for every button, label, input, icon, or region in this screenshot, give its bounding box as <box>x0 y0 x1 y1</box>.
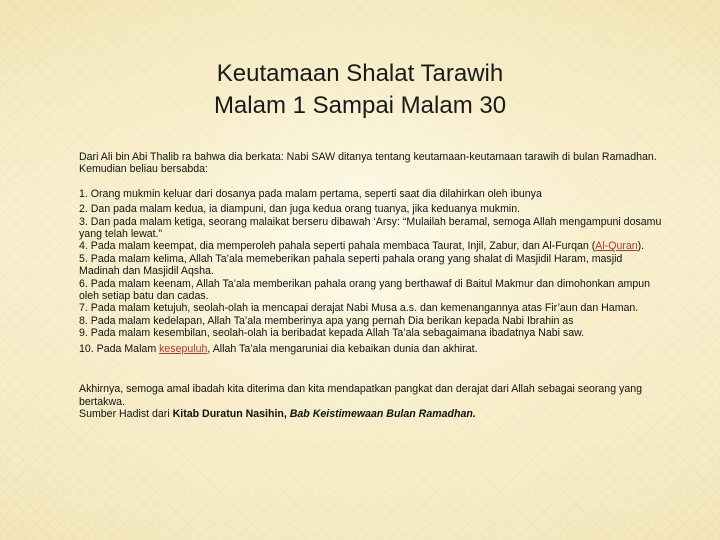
al-quran-link[interactable]: Al-Quran <box>595 240 638 253</box>
list-item-10-text: 10. Pada Malam <box>79 342 160 355</box>
list-item-5: 5. Pada malam kelima, Allah Ta’ala memeberikan pahala seperti pahala orang yang shalat di Masjidil Haram, masjid Madinah dan Masjidil Aqsha. <box>79 252 623 278</box>
source-chapter: Bab Keistimewaan Bulan Ramadhan. <box>286 407 476 420</box>
intro-paragraph: Dari Ali bin Abi Thalib ra bahwa dia berkata: Nabi SAW ditanya tentang keutamaan-keutamaan tarawih di bulan Ramadhan. Kemudian beliau bersabda: <box>79 151 657 176</box>
source-line <box>79 408 664 420</box>
list-item-2: 2. Dan pada malam kedua, ia diampuni, dan juga kedua orang tuanya, jika keduanya mukmin. <box>79 203 521 216</box>
page-title <box>0 58 720 122</box>
list-item-6: 6. Pada malam keenam, Allah Ta’ala memberikan pahala orang yang berthawaf di Baitul Makmur dan dimohonkan ampun oleh setiap batu dan cadas. <box>79 277 651 303</box>
list-item-9: 9. Pada malam kesembilan, seolah-olah ia beribadat kepada Allah Ta’ala sebagaimana ibadatnya Nabi saw. <box>79 327 585 340</box>
kesepuluh-link[interactable]: kesepuluh <box>159 342 208 355</box>
list-item-4-end: ). <box>637 240 645 253</box>
title-line-2: Malam 1 Sampai Malam 30 <box>213 92 507 119</box>
content-body <box>79 151 664 420</box>
closing-paragraph: Akhirnya, semoga amal ibadah kita diterima dan kita mendapatkan pangkat dan derajat dari Allah sebagai seorang yang bertakwa. <box>79 383 643 408</box>
source-book: Kitab Duratun Nasihin, <box>172 407 287 420</box>
list-item-1: 1. Orang mukmin keluar dari dosanya pada malam pertama, seperti saat dia dilahirkan oleh ibunya <box>79 187 542 200</box>
list-item-4 <box>79 240 664 252</box>
list-item-4-text: 4. Pada malam keempat, dia memperoleh pahala seperti pahala membaca Taurat, Injil, Zabur, dan Al-Furqan ( <box>79 240 596 253</box>
list-item-8: 8. Pada malam kedelapan, Allah Ta’ala memberinya apa yang pernah Dia berikan kepada Nabi Ibrahin as <box>79 314 574 327</box>
list-item-10-end: , Allah Ta’ala mengaruniai dia kebaikan dunia dan akhirat. <box>207 342 478 355</box>
list-item-10 <box>79 343 664 355</box>
list-item-7: 7. Pada malam ketujuh, seolah-olah ia mencapai derajat Nabi Musa a.s. dan kemenangannya atas Fir’aun dan Haman. <box>79 302 639 315</box>
title-line-1: Keutamaan Shalat Tarawih <box>216 60 504 87</box>
source-prefix: Sumber Hadist dari <box>79 407 173 420</box>
list-item-3: 3. Dan pada malam ketiga, seorang malaikat berseru dibawah ‘Arsy: “Mulailah beramal, semoga Allah mengampuni dosamu yang telah lewat.” <box>79 215 662 241</box>
